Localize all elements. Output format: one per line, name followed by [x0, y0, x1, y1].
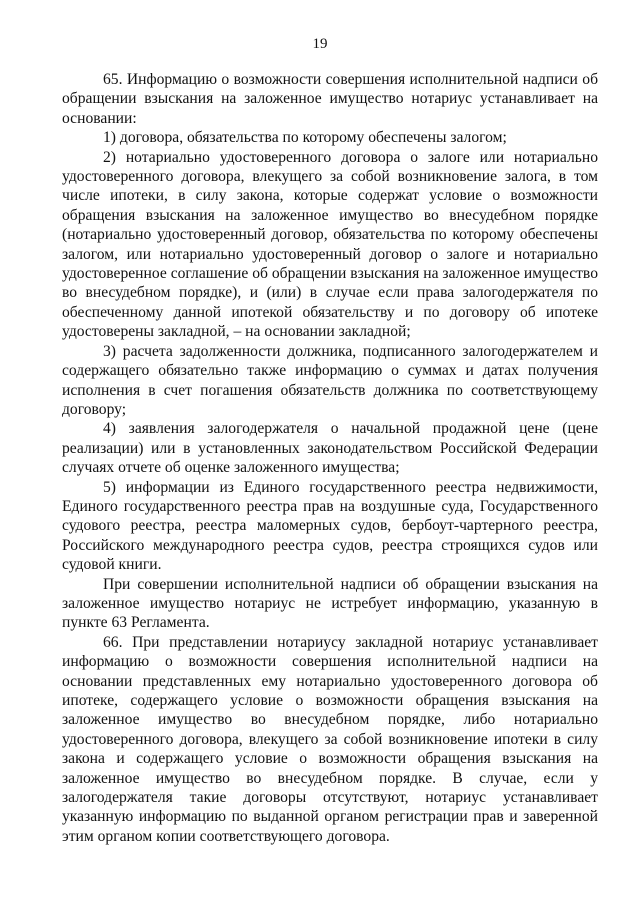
paragraph-65-item-1: 1) договора, обязательства по которому обеспечены залогом;	[103, 129, 507, 147]
paragraph-65-item-3: 3) расчета задолженности должника, подписанного залогодержателем и содержащего обязательно также информацию о суммах и датах получения исполнения в счет погашения обязательств должника по соответствующему договору;	[62, 342, 598, 418]
paragraph-65-note: При совершении исполнительной надписи об обращении взыскания на заложенное имущество нотариус не истребует информацию, указанную в пункте 63 Регламента.	[62, 575, 598, 632]
paragraph-65-item-4: 4) заявления залогодержателя о начальной продажной цене (цене реализации) или в установленных законодательством Российской Федерации случаях отчете об оценке заложенного имущества;	[62, 420, 598, 477]
paragraph-65-item-2: 2) нотариально удостоверенного договора о залоге или нотариально удостоверенного договора, влекущего за собой возникновение залога, в том числе ипотеки, в силу закона, которые содержат условие о возможности обращения взыскания на заложенное имущество во внесудебном порядке (нотариально удостоверенный договор, обязательства по которому обеспечены залогом, или нотариально удостоверенный договор о залоге и нотариально удостоверенное соглашение об обращении взыскания на заложенное имущество во внесудебном порядке), и (или) в случае если права залогодержателя по обеспеченному данной ипотекой обязательству и по договору об ипотеке удостоверены закладной, – на основании закладной;	[62, 148, 598, 341]
paragraph-66: 66. При представлении нотариусу закладной нотариус устанавливает информацию о возможности совершения исполнительной надписи на основании представленных ему нотариально удостоверенного договора об ипотеке, содержащего условие о возможности обращения взыскания на заложенное имущество во внесудебном порядке, либо нотариально удостоверенного договора, влекущего за собой возникновение ипотеки в силу закона и содержащего условие о возможности обращения взыскания на заложенное имущество во внесудебном порядке. В случае, если у залогодержателя такие договоры отсутствуют, нотариус устанавливает указанную информацию по выданной органом регистрации прав и заверенной этим органом копии соответствующего договора.	[62, 633, 598, 845]
document-body	[62, 70, 598, 846]
page-number: 19	[312, 36, 328, 52]
paragraph-65-item-5: 5) информации из Единого государственного реестра недвижимости, Единого государственного реестра прав на воздушные суда, Государственного судового реестра, реестра маломерных судов, бербоут-чартерного реестра, Российского международного реестра судов, реестра строящихся судов или судовой книги.	[62, 478, 598, 574]
paragraph-65-intro: 65. Информацию о возможности совершения исполнительной надписи об обращении взыскания на заложенное имущество нотариус устанавливает на основании:	[62, 71, 598, 127]
